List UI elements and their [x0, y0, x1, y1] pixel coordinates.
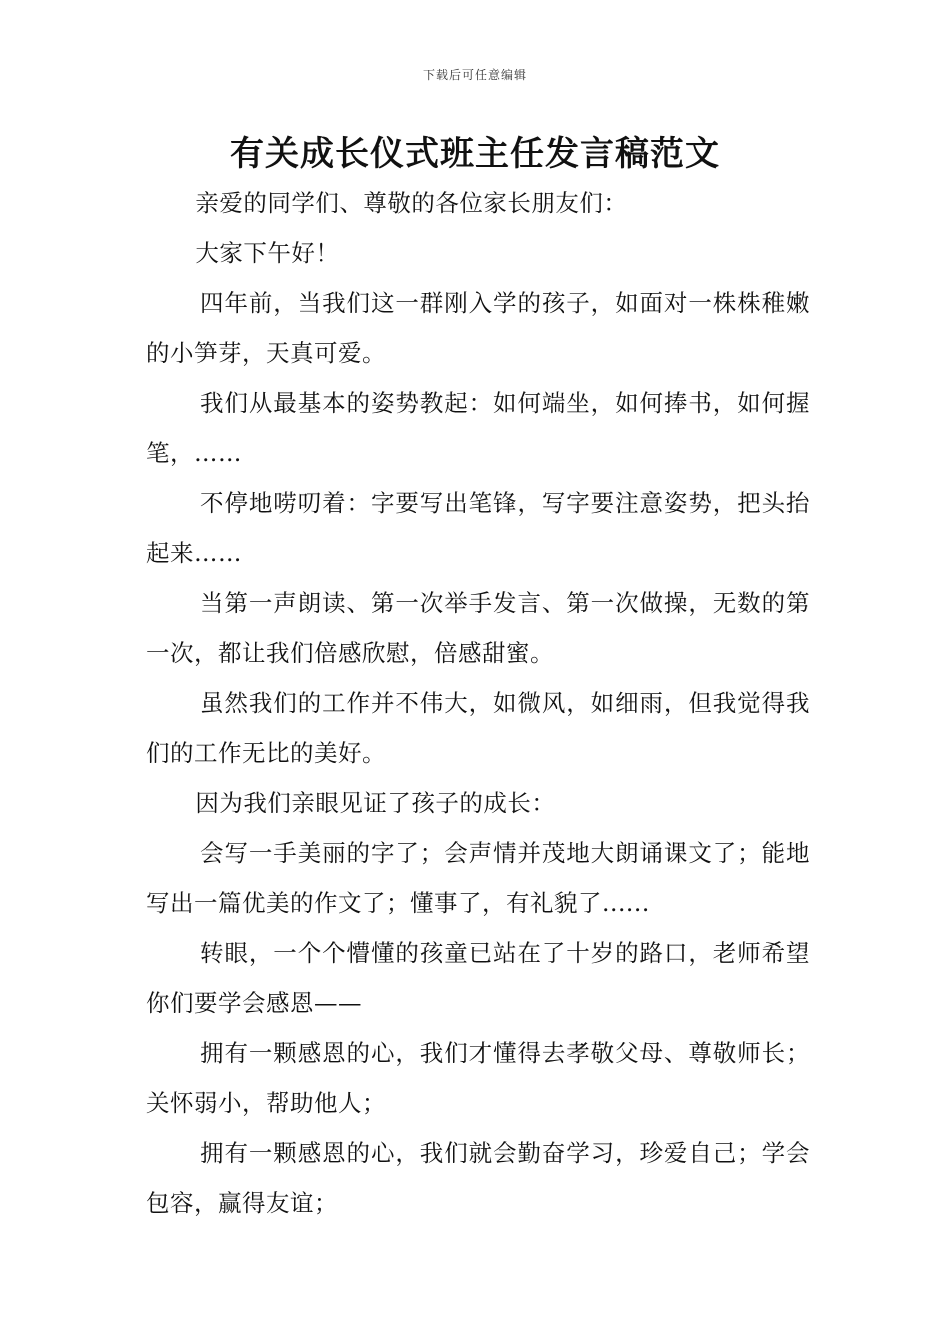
- paragraph-greeting: 亲爱的同学们、尊敬的各位家长朋友们：: [195, 189, 628, 217]
- paragraph: 拥有一颗感恩的心，我们才懂得去孝敬父母、尊敬师长；关怀弱小，帮助他人；: [146, 1039, 810, 1117]
- paragraph: 会写一手美丽的字了；会声情并茂地大朗诵课文了；能地写出一篇优美的作文了；懂事了，有礼貌了......: [146, 839, 810, 917]
- paragraph: 当第一声朗读、第一次举手发言、第一次做操，无数的第一次，都让我们倍感欣慰，倍感甜蜜。: [146, 589, 810, 667]
- document-title: 有关成长仪式班主任发言稿范文: [230, 134, 720, 174]
- paragraph: 四年前，当我们这一群刚入学的孩子，如面对一株株稚嫩的小笋芽，天真可爱。: [146, 289, 810, 367]
- document-body: [146, 178, 810, 1228]
- paragraph: 我们从最基本的姿势教起：如何端坐，如何捧书，如何握笔，……: [146, 389, 810, 467]
- paragraph: 转眼，一个个懵懂的孩童已站在了十岁的路口，老师希望你们要学会感恩——: [146, 939, 810, 1017]
- paragraph: 拥有一颗感恩的心，我们就会勤奋学习，珍爱自己；学会包容，赢得友谊；: [146, 1139, 810, 1217]
- paragraph: 虽然我们的工作并不伟大，如微风，如细雨，但我觉得我们的工作无比的美好。: [146, 689, 810, 767]
- paragraph-hello: 大家下午好！: [195, 239, 340, 267]
- paragraph: 不停地唠叨着：字要写出笔锋，写字要注意姿势，把头抬起来……: [146, 489, 810, 567]
- paragraph: 因为我们亲眼见证了孩子的成长：: [195, 789, 556, 817]
- header-note: 下载后可任意编辑: [422, 68, 527, 82]
